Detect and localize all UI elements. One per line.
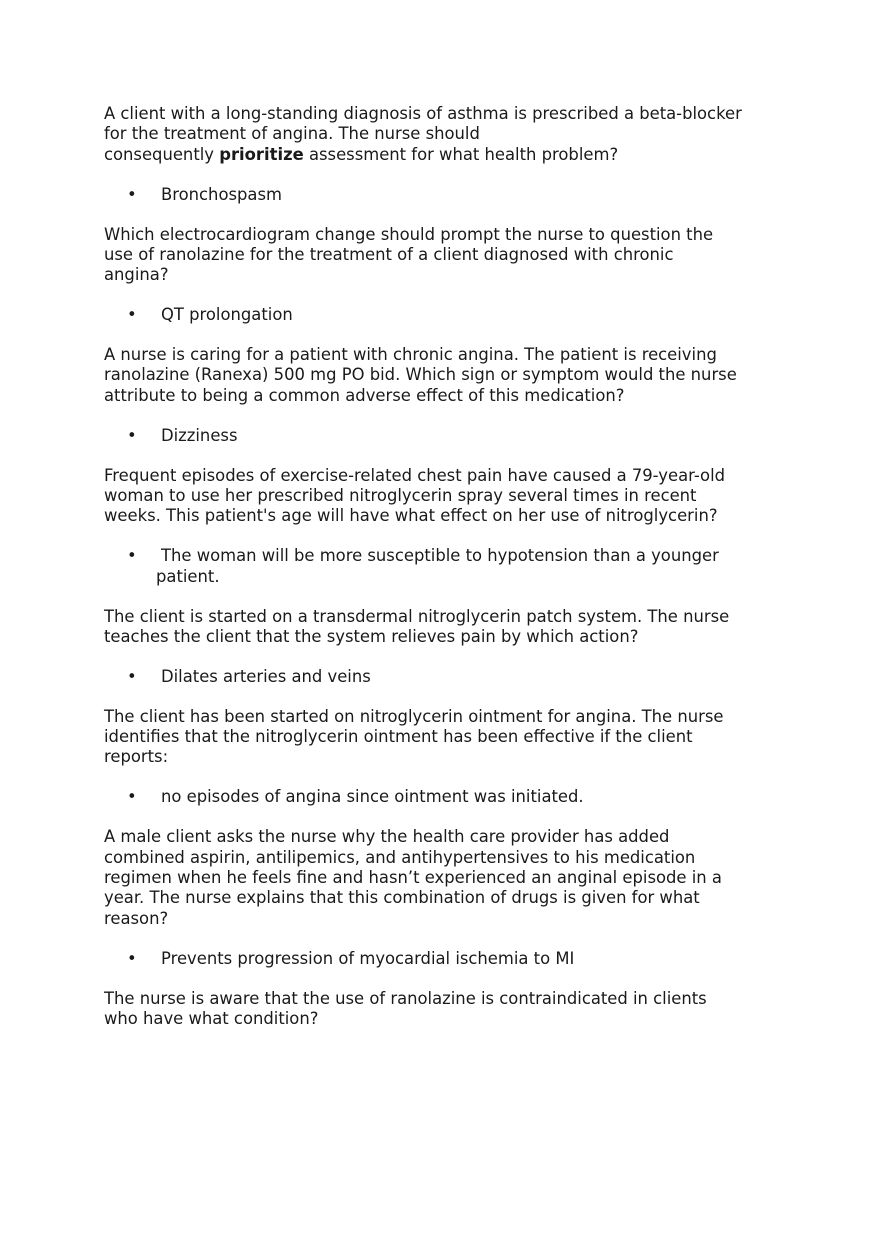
bullet-icon: • [127,425,137,445]
bullet-icon: • [127,666,137,686]
bullet-icon: • [127,546,137,566]
question-paragraph [104,466,804,527]
question-paragraph [104,225,804,286]
question-paragraph [104,827,804,928]
question-line: Which electrocardiogram change should prompt the nurse to question the [104,224,714,244]
answer-bullet-item [104,949,804,969]
answer-line: QT prolongation [161,305,293,325]
question-line: A male client asks the nurse why the health care provider has added [104,827,670,847]
question-line: The client is started on a transdermal nitroglycerin patch system. The nurse [104,606,730,626]
question-paragraph [104,607,804,648]
question-line: combined aspirin, antilipemics, and antihypertensives to his medication [104,847,696,867]
answer-line: The woman will be more susceptible to hypotension than a younger [161,546,719,566]
answer-bullet-item [104,305,804,325]
answer-bullet-item [104,546,804,587]
question-line: who have what condition? [104,1008,319,1028]
answer-bullet-item [104,787,804,807]
question-line: woman to use her prescribed nitroglycerin spray several times in recent [104,485,697,505]
bullet-icon: • [127,305,137,325]
bullet-icon: • [127,787,137,807]
answer-line: patient. [156,566,220,586]
question-line: A client with a long-standing diagnosis of asthma is prescribed a beta-blocker [104,104,742,123]
document-body [104,104,804,1049]
question-line: Frequent episodes of exercise-related chest pain have caused a 79-year-old [104,465,726,485]
answer-bullet-item [104,426,804,446]
question-line: weeks. This patient's age will have what effect on her use of nitroglycerin? [104,506,718,526]
question-line: for the treatment of angina. The nurse should [104,124,480,144]
question-line: ranolazine (Ranexa) 500 mg PO bid. Which sign or symptom would the nurse [104,365,737,385]
bullet-icon: • [127,948,137,968]
answer-bullet-item [104,185,804,205]
question-text: consequently [104,144,220,164]
question-line: use of ranolazine for the treatment of a client diagnosed with chronic [104,244,674,264]
question-paragraph [104,345,804,406]
answer-line: Prevents progression of myocardial ischemia to MI [161,948,575,968]
question-line: regimen when he feels fine and hasn’t experienced an anginal episode in a [104,867,722,887]
answer-line: no episodes of angina since ointment was initiated. [161,787,584,807]
question-line: The client has been started on nitroglycerin ointment for angina. The nurse [104,706,724,726]
bullet-icon: • [127,184,137,204]
question-paragraph [104,104,804,165]
question-line: reports: [104,747,169,767]
question-line: reason? [104,908,169,928]
answer-line: Dizziness [161,425,238,445]
question-paragraph [104,989,804,1030]
question-line: The nurse is aware that the use of ranolazine is contraindicated in clients [104,988,707,1008]
answer-bullet-item [104,667,804,687]
emphasized-word: prioritize [219,144,304,164]
question-line: identifies that the nitroglycerin ointment has been effective if the client [104,727,693,747]
question-line: attribute to being a common adverse effect of this medication? [104,385,625,405]
question-line [104,145,804,165]
question-line: angina? [104,265,169,285]
question-line: year. The nurse explains that this combination of drugs is given for what [104,888,700,908]
question-line: teaches the client that the system relieves pain by which action? [104,626,639,646]
answer-line: Dilates arteries and veins [161,666,371,686]
question-text: assessment for what health problem? [303,144,619,164]
question-line: A nurse is caring for a patient with chronic angina. The patient is receiving [104,345,717,365]
question-paragraph [104,707,804,768]
answer-line: Bronchospasm [161,184,282,204]
